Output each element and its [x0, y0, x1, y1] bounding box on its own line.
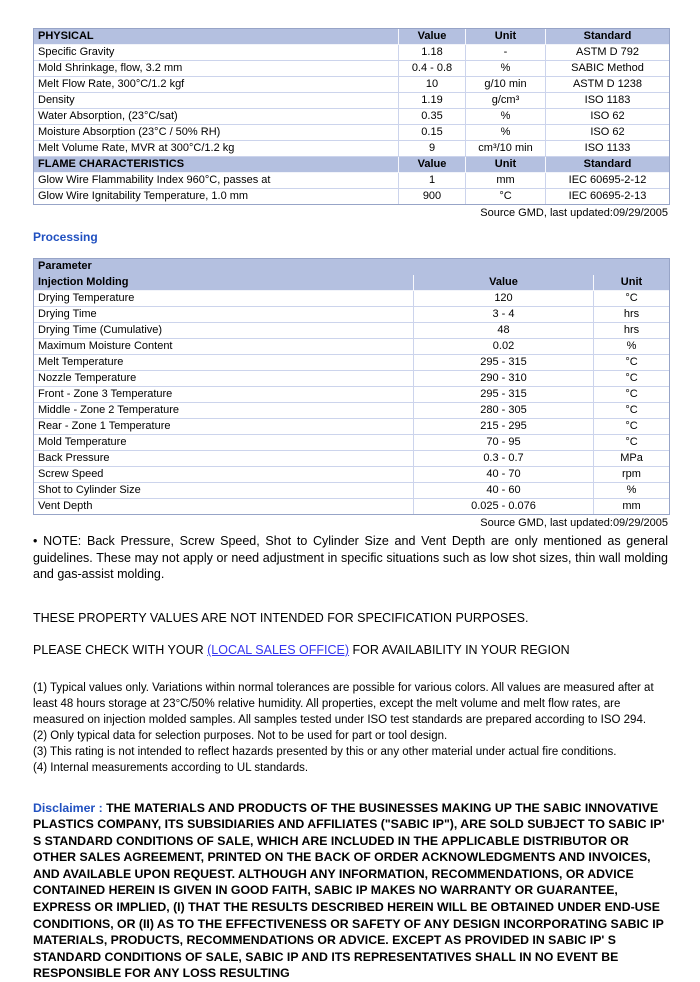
source-note: Source GMD, last updated:09/29/2005: [33, 207, 668, 220]
value-cell: 0.15: [399, 125, 466, 141]
table-row: [34, 435, 669, 451]
property-cell: Moisture Absorption (23°C / 50% RH): [34, 125, 399, 141]
physical-properties-table: [33, 28, 670, 205]
footnote-1: (1) Typical values only. Variations within normal tolerances are possible for various colors. All values are measured after at least 48 hours storage at 23°C/50% relative humidity. All properties, except the melt volume and melt flow rates, are measured on injection molded samples. All samples tested under ISO test standards are prepared according to ISO 294.: [33, 680, 668, 728]
standard-cell: ISO 1133: [546, 141, 669, 157]
standard-cell: ISO 62: [546, 109, 669, 125]
unit-cell: cm³/10 min: [466, 141, 546, 157]
property-cell: Specific Gravity: [34, 45, 399, 61]
value-cell: 0.4 - 0.8: [399, 61, 466, 77]
value-cell: 0.025 - 0.076: [414, 499, 594, 514]
property-cell: Melt Volume Rate, MVR at 300°C/1.2 kg: [34, 141, 399, 157]
parameter-cell: Front - Zone 3 Temperature: [34, 387, 414, 403]
value-cell: 0.35: [399, 109, 466, 125]
table-row: [34, 467, 669, 483]
disclaimer: [33, 800, 668, 982]
table-row: [34, 451, 669, 467]
unit-cell: %: [466, 125, 546, 141]
unit-cell: g/10 min: [466, 77, 546, 93]
value-cell: 0.02: [414, 339, 594, 355]
unit-cell: °C: [594, 387, 669, 403]
property-cell: Mold Shrinkage, flow, 3.2 mm: [34, 61, 399, 77]
standard-cell: IEC 60695-2-13: [546, 189, 669, 204]
parameter-cell: Vent Depth: [34, 499, 414, 514]
value-cell: 1.18: [399, 45, 466, 61]
source-note: Source GMD, last updated:09/29/2005: [33, 517, 668, 530]
unit-cell: rpm: [594, 467, 669, 483]
unit-cell: °C: [594, 403, 669, 419]
parameter-cell: Melt Temperature: [34, 355, 414, 371]
table-row: [34, 307, 669, 323]
unit-cell: °C: [594, 419, 669, 435]
parameter-cell: Shot to Cylinder Size: [34, 483, 414, 499]
region-availability-note: [33, 642, 668, 659]
general-note: • NOTE: Back Pressure, Screw Speed, Shot to Cylinder Size and Vent Depth are only mentioned as general guidelines. These may not apply or need adjustment in specific situations such as low shot sizes, thin wall molding and gas-assist molding.: [33, 533, 668, 583]
section-title-physical: PHYSICAL: [34, 29, 399, 45]
value-cell: 40 - 60: [414, 483, 594, 499]
value-cell: 215 - 295: [414, 419, 594, 435]
unit-cell: °C: [466, 189, 546, 204]
parameter-cell: Drying Time (Cumulative): [34, 323, 414, 339]
table-row: [34, 355, 669, 371]
unit-cell: hrs: [594, 307, 669, 323]
local-sales-office-link[interactable]: (LOCAL SALES OFFICE): [207, 643, 349, 657]
unit-cell: hrs: [594, 323, 669, 339]
property-cell: Glow Wire Flammability Index 960°C, passes at: [34, 173, 399, 189]
table-row: [34, 371, 669, 387]
property-cell: Melt Flow Rate, 300°C/1.2 kgf: [34, 77, 399, 93]
section-title-parameter: Parameter: [34, 259, 669, 275]
unit-cell: mm: [466, 173, 546, 189]
disclaimer-label: Disclaimer :: [33, 801, 103, 815]
parameter-cell: Maximum Moisture Content: [34, 339, 414, 355]
column-header-unit: Unit: [594, 275, 669, 291]
parameter-cell: Rear - Zone 1 Temperature: [34, 419, 414, 435]
table-row: [34, 291, 669, 307]
parameter-cell: Back Pressure: [34, 451, 414, 467]
value-cell: 70 - 95: [414, 435, 594, 451]
standard-cell: ASTM D 1238: [546, 77, 669, 93]
standard-cell: ISO 62: [546, 125, 669, 141]
processing-heading: Processing: [33, 230, 668, 244]
value-cell: 10: [399, 77, 466, 93]
table-row: [34, 93, 669, 109]
footnote-3: (3) This rating is not intended to reflect hazards presented by this or any other material under actual fire conditions.: [33, 744, 668, 760]
table-row: [34, 339, 669, 355]
column-header-standard: Standard: [546, 29, 669, 45]
processing-table: [33, 258, 670, 515]
table-row: [34, 61, 669, 77]
property-cell: Water Absorption, (23°C/sat): [34, 109, 399, 125]
unit-cell: %: [466, 61, 546, 77]
table-row: [34, 403, 669, 419]
column-header-standard: Standard: [546, 157, 669, 173]
value-cell: 900: [399, 189, 466, 204]
footnotes: [33, 680, 668, 776]
unit-cell: %: [466, 109, 546, 125]
value-cell: 295 - 315: [414, 387, 594, 403]
value-cell: 290 - 310: [414, 371, 594, 387]
standard-cell: SABIC Method: [546, 61, 669, 77]
unit-cell: °C: [594, 291, 669, 307]
footnote-2: (2) Only typical data for selection purposes. Not to be used for part or tool design.: [33, 728, 668, 744]
value-cell: 0.3 - 0.7: [414, 451, 594, 467]
physical-header-row: [34, 29, 669, 45]
table-row: [34, 173, 669, 189]
parameter-header-row: [34, 259, 669, 275]
unit-cell: °C: [594, 435, 669, 451]
column-header-unit: Unit: [466, 29, 546, 45]
table-row: [34, 141, 669, 157]
column-header-value: Value: [399, 157, 466, 173]
specification-note: THESE PROPERTY VALUES ARE NOT INTENDED FOR SPECIFICATION PURPOSES.: [33, 610, 668, 627]
value-cell: 120: [414, 291, 594, 307]
table-row: [34, 189, 669, 204]
parameter-cell: Drying Time: [34, 307, 414, 323]
table-row: [34, 387, 669, 403]
footnote-4: (4) Internal measurements according to UL standards.: [33, 760, 668, 776]
unit-cell: -: [466, 45, 546, 61]
unit-cell: MPa: [594, 451, 669, 467]
table-row: [34, 77, 669, 93]
value-cell: 280 - 305: [414, 403, 594, 419]
section-title-flame: FLAME CHARACTERISTICS: [34, 157, 399, 173]
region-note-suffix: FOR AVAILABILITY IN YOUR REGION: [349, 643, 570, 657]
parameter-cell: Mold Temperature: [34, 435, 414, 451]
unit-cell: mm: [594, 499, 669, 514]
table-row: [34, 499, 669, 514]
standard-cell: IEC 60695-2-12: [546, 173, 669, 189]
table-row: [34, 483, 669, 499]
parameter-cell: Nozzle Temperature: [34, 371, 414, 387]
table-row: [34, 109, 669, 125]
property-cell: Density: [34, 93, 399, 109]
parameter-cell: Drying Temperature: [34, 291, 414, 307]
section-title-injection-molding: Injection Molding: [34, 275, 414, 291]
flame-characteristics-header-row: [34, 157, 669, 173]
value-cell: 48: [414, 323, 594, 339]
table-row: [34, 45, 669, 61]
standard-cell: ASTM D 792: [546, 45, 669, 61]
table-row: [34, 323, 669, 339]
region-note-prefix: PLEASE CHECK WITH YOUR: [33, 643, 207, 657]
value-cell: 295 - 315: [414, 355, 594, 371]
unit-cell: %: [594, 339, 669, 355]
unit-cell: g/cm³: [466, 93, 546, 109]
unit-cell: °C: [594, 371, 669, 387]
value-cell: 3 - 4: [414, 307, 594, 323]
standard-cell: ISO 1183: [546, 93, 669, 109]
injection-molding-header-row: [34, 275, 669, 291]
value-cell: 9: [399, 141, 466, 157]
value-cell: 1.19: [399, 93, 466, 109]
parameter-cell: Middle - Zone 2 Temperature: [34, 403, 414, 419]
parameter-cell: Screw Speed: [34, 467, 414, 483]
value-cell: 1: [399, 173, 466, 189]
column-header-value: Value: [414, 275, 594, 291]
column-header-unit: Unit: [466, 157, 546, 173]
property-cell: Glow Wire Ignitability Temperature, 1.0 mm: [34, 189, 399, 204]
column-header-value: Value: [399, 29, 466, 45]
value-cell: 40 - 70: [414, 467, 594, 483]
table-row: [34, 125, 669, 141]
unit-cell: %: [594, 483, 669, 499]
table-row: [34, 419, 669, 435]
disclaimer-text: THE MATERIALS AND PRODUCTS OF THE BUSINESSES MAKING UP THE SABIC INNOVATIVE PLASTICS COMPANY, ITS SUBSIDIARIES AND AFFILIATES ("SABIC IP"), ARE SOLD SUBJECT TO SABIC IP' S STANDARD CONDITIONS OF SALE, WHICH ARE INCLUDED IN THE APPLICABLE DISTRIBUTOR OR OTHER SALES AGREEMENT, PRINTED ON THE BACK OF ORDER ACKNOWLEDGMENTS AND INVOICES, AND AVAILABLE UPON REQUEST. ALTHOUGH ANY INFORMATION, RECOMMENDATIONS, OR ADVICE CONTAINED HEREIN IS GIVEN IN GOOD FAITH, SABIC IP MAKES NO WARRANTY OR GUARANTEE, EXPRESS OR IMPLIED, (I) THAT THE RESULTS DESCRIBED HEREIN WILL BE OBTAINED UNDER END-USE CONDITIONS, OR (II) AS TO THE EFFECTIVENESS OR SAFETY OF ANY DESIGN INCORPORATING SABIC IP MATERIALS, PRODUCTS, RECOMMENDATIONS OR ADVICE. EXCEPT AS PROVIDED IN SABIC IP' S STANDARD CONDITIONS OF SALE, SABIC IP AND ITS REPRESENTATIVES SHALL IN NO EVENT BE RESPONSIBLE FOR ANY LOSS RESULTING: [33, 801, 665, 981]
unit-cell: °C: [594, 355, 669, 371]
